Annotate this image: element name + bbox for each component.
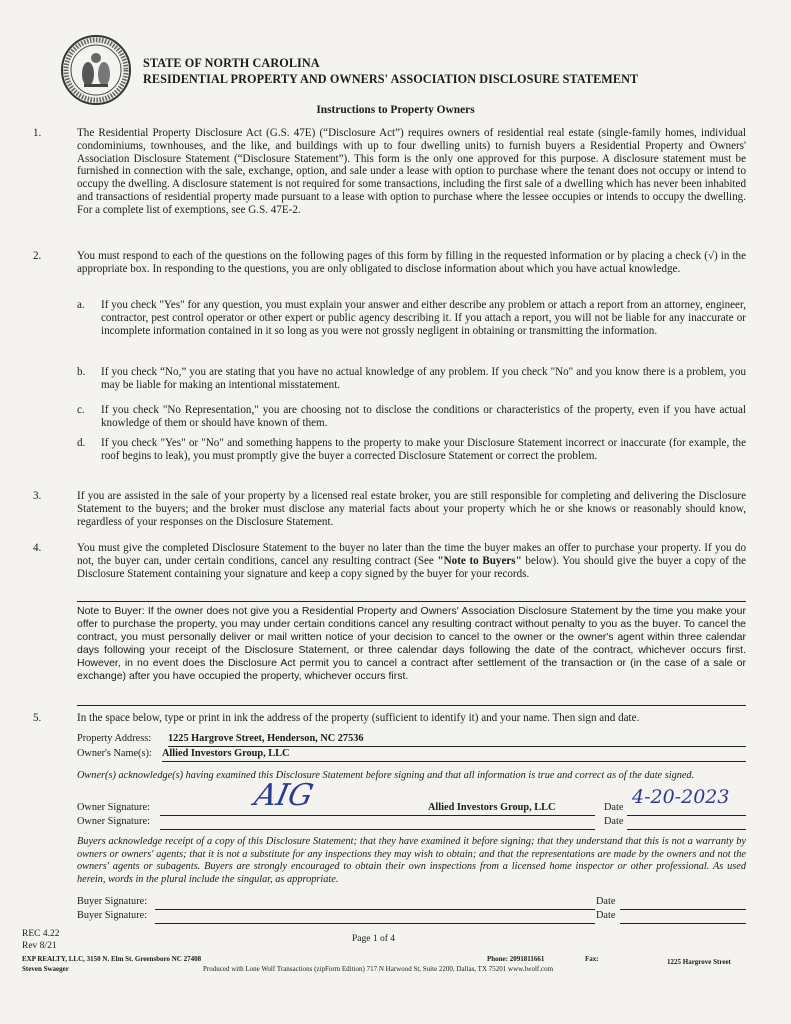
item-1-number: 1. bbox=[33, 127, 42, 139]
item-2b-text: If you check “No,” you are stating that you have no actual knowledge of any problem. If you check "No" and you know there is a problem, you may be liable for making an intentional misstatement. bbox=[101, 366, 746, 391]
note-to-buyer: Note to Buyer: If the owner does not give you a Residential Property and Owners' Association Disclosure Statement by the time you make your offer to purchase the property, you may under certain conditions cancel any resulting contract without penalty to you as the buyer. To cancel the contract, you must personally deliver or mail written notice of your decision to cancel to the owner or the owner's agent within three calendar days following your receipt of the Disclosure Statement, or three calendar days following the date of the contract, whichever occurs first. However, in no event does the Disclosure Act permit you to cancel a contract after settlement of the transaction or (in the case of a sale or exchange) after you have occupied the property, whichever occurs first. bbox=[77, 605, 746, 682]
note-to-buyers-ref: "Note to Buyers" bbox=[437, 554, 522, 567]
note-top-rule bbox=[77, 601, 746, 602]
instructions-heading: Instructions to Property Owners bbox=[316, 104, 475, 116]
buyer-acknowledgment: Buyers acknowledge receipt of a copy of this Disclosure Statement; that they have examined it before signing; that they understand that this is not a warranty by owners or owners' agents; that it is not a substitute for any inspections they may wish to obtain; and that the representations are made by the owners and not the owners' agents or subagents. Buyers are strongly encouraged to obtain their own inspections from a licensed home inspector or other professional. As used herein, words in the plural include the singular, as appropriate. bbox=[77, 836, 746, 885]
property-address-label: Property Address: bbox=[77, 733, 152, 744]
footer-property: 1225 Hargrove Street bbox=[667, 958, 731, 966]
buyer-date-label: Date bbox=[596, 896, 616, 907]
note-bottom-rule bbox=[77, 705, 746, 706]
owner-signature-label: Owner Signature: bbox=[77, 802, 150, 813]
buyer-signature-2-field[interactable] bbox=[155, 910, 595, 924]
owner-signature-name: Allied Investors Group, LLC bbox=[428, 802, 556, 813]
owners-name-value: Allied Investors Group, LLC bbox=[162, 748, 290, 759]
brokerage-fax: Fax: bbox=[585, 955, 599, 963]
buyer-signature-label: Buyer Signature: bbox=[77, 896, 148, 907]
owner-signature-2-field[interactable] bbox=[160, 816, 595, 830]
page-number: Page 1 of 4 bbox=[352, 934, 396, 944]
agent-name: Steven Swaeger bbox=[22, 965, 69, 973]
form-revision: Rev 8/21 bbox=[22, 941, 57, 951]
item-2-number: 2. bbox=[33, 250, 42, 262]
item-2-text: You must respond to each of the questions on the following pages of this form by filling in the requested information or by placing a check (√) in the appropriate box. In responding to the questions, you are only obligated to disclose information about which you have actual knowledge. bbox=[77, 250, 746, 275]
brokerage-phone: Phone: 2091811661 bbox=[487, 955, 545, 963]
form-number: REC 4.22 bbox=[22, 929, 60, 939]
owner-date-handwritten: 4-20-2023 bbox=[632, 786, 730, 808]
item-2d-letter: d. bbox=[77, 437, 86, 449]
buyer-date-field[interactable] bbox=[620, 896, 746, 910]
property-address-value: 1225 Hargrove Street, Henderson, NC 27536 bbox=[168, 733, 364, 744]
item-3-text: If you are assisted in the sale of your property by a licensed real estate broker, you are still responsible for completing and delivering the Disclosure Statement to the buyers; and the broker must disclose any material facts about your property which he or she knows or reasonably should know, regardless of your responses on the Disclosure Statement. bbox=[77, 490, 746, 528]
buyer-date-2-field[interactable] bbox=[620, 910, 746, 924]
property-address-field[interactable] bbox=[168, 733, 746, 747]
brokerage-info: EXP REALTY, LLC, 3150 N. Elm St. Greensboro NC 27408 bbox=[22, 955, 202, 963]
owner-signature-scrawl: AIG bbox=[251, 778, 317, 813]
owner-acknowledgment: Owner(s) acknowledge(s) having examined this Disclosure Statement before signing and that all information is true and correct as of the date signed. bbox=[77, 770, 695, 781]
item-5-number: 5. bbox=[33, 712, 42, 724]
item-2c-letter: c. bbox=[77, 404, 85, 416]
item-2c-text: If you check "No Representation," you are choosing not to disclose the conditions or characteristics of the property, even if you have actual knowledge of them or should have known of them. bbox=[101, 404, 746, 429]
owners-name-field[interactable] bbox=[162, 748, 746, 762]
north-carolina-seal bbox=[60, 34, 132, 106]
item-4-number: 4. bbox=[33, 542, 42, 554]
item-3-number: 3. bbox=[33, 490, 42, 502]
item-5-text: In the space below, type or print in ink the address of the property (sufficient to identify it) and your name. Then sign and date. bbox=[77, 712, 640, 724]
state-title: STATE OF NORTH CAROLINA bbox=[143, 56, 320, 70]
item-2a-letter: a. bbox=[77, 299, 85, 311]
owners-name-label: Owner's Name(s): bbox=[77, 748, 152, 759]
buyer-signature-2-label: Buyer Signature: bbox=[77, 910, 148, 921]
item-2d-text: If you check "Yes" or "No" and something happens to the property to make your Disclosure Statement incorrect or inaccurate (for example, the roof begins to leak), you must promptly give the buyer a corrected Disclosure Statement or correct the problem. bbox=[101, 437, 746, 462]
owner-date-label: Date bbox=[604, 802, 624, 813]
buyer-signature-field[interactable] bbox=[155, 896, 595, 910]
item-1-text: The Residential Property Disclosure Act (G.S. 47E) (“Disclosure Act”) requires owners of residential real estate (single-family homes, individual condominiums, townhouses, and the like, and buildings with up to four dwelling units) to furnish buyers a Residential Property and Owners' Association Disclosure Statement (“Disclosure Statement”). This form is the only one approved for this purpose. A disclosure statement must be furnished in connection with the sale, exchange, option, and sale under a lease with option to purchase where the tenant does not occupy or intend to occupy the dwelling. A disclosure statement is not required for some transactions, including the first sale of a dwelling which has never been inhabited and transactions of residential property made pursuant to a lease with option to purchase where the lessee occupies or intends to occupy the dwelling. For a complete list of exemptions, see G.S. 47E-2. bbox=[77, 127, 746, 216]
buyer-date-2-label: Date bbox=[596, 910, 616, 921]
item-4-text: You must give the completed Disclosure Statement to the buyer no later than the time the buyer makes an offer to purchase your property. If you do not, the buyer can, under certain conditions, cancel any resulting contract (See "Note to Buyers" below). You should give the buyer a copy of the Disclosure Statement containing your signature and keep a copy signed by the buyer for your records. bbox=[77, 542, 746, 580]
owner-date-2-label: Date bbox=[604, 816, 624, 827]
owner-signature-2-label: Owner Signature: bbox=[77, 816, 150, 827]
item-2a-text: If you check "Yes" for any question, you must explain your answer and either describe any problem or attach a report from an attorney, engineer, contractor, pest control operator or other expert or public agency describing it. If you attach a report, you will not be liable for any inaccurate or incomplete information contained in it so long as you were not grossly negligent in obtaining or transmitting the information. bbox=[101, 299, 746, 337]
form-title: RESIDENTIAL PROPERTY AND OWNERS' ASSOCIATION DISCLOSURE STATEMENT bbox=[143, 72, 639, 86]
produced-with: Produced with Lone Wolf Transactions (zipForm Edition) 717 N Harwood St, Suite 2200, Dallas, TX 75201 www.lwolf.com bbox=[203, 965, 554, 973]
item-2b-letter: b. bbox=[77, 366, 86, 378]
owner-date-2-field[interactable] bbox=[627, 816, 746, 830]
